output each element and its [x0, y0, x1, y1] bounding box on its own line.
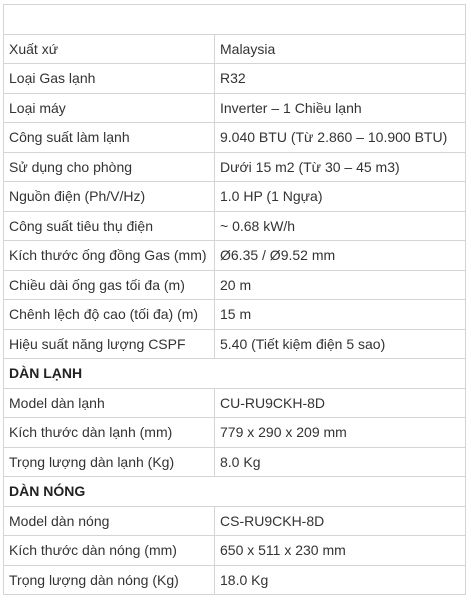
table-row [4, 447, 466, 477]
row-label: Hiệu suất năng lượng CSPF [4, 329, 215, 359]
row-label: Công suất tiêu thụ điện [4, 211, 215, 241]
section-heading: DÀN NÓNG [4, 477, 466, 507]
row-label: Model dàn nóng [4, 506, 215, 536]
row-label: Chênh lệch độ cao (tối đa) (m) [4, 300, 215, 330]
row-value: 5.40 (Tiết kiệm điện 5 sao) [215, 329, 466, 359]
row-value: R32 [215, 64, 466, 94]
row-value: 779 x 290 x 209 mm [215, 418, 466, 448]
row-value: Inverter – 1 Chiều lạnh [215, 93, 466, 123]
table-row [4, 270, 466, 300]
section-heading: DÀN LẠNH [4, 359, 466, 389]
row-label: Xuất xứ [4, 34, 215, 64]
row-label: Model dàn lạnh [4, 388, 215, 418]
table-row [4, 300, 466, 330]
row-label: Trọng lượng dàn lạnh (Kg) [4, 447, 215, 477]
row-value: CU-RU9CKH-8D [215, 388, 466, 418]
table-row [4, 565, 466, 595]
table-row [4, 329, 466, 359]
row-value: 18.0 Kg [215, 565, 466, 595]
row-label: Nguồn điện (Ph/V/Hz) [4, 182, 215, 212]
row-value: 20 m [215, 270, 466, 300]
row-label: Kích thước ống đồng Gas (mm) [4, 241, 215, 271]
row-label: Công suất làm lạnh [4, 123, 215, 153]
row-label: Sử dụng cho phòng [4, 152, 215, 182]
table-row [4, 93, 466, 123]
blank-cell [4, 5, 466, 35]
table-row [4, 152, 466, 182]
row-value: Dưới 15 m2 (Từ 30 – 45 m3) [215, 152, 466, 182]
row-value: 15 m [215, 300, 466, 330]
table-row [4, 211, 466, 241]
table-row [4, 506, 466, 536]
spec-table-container [3, 4, 465, 595]
row-value: ~ 0.68 kW/h [215, 211, 466, 241]
row-value: CS-RU9CKH-8D [215, 506, 466, 536]
row-label: Kích thước dàn nóng (mm) [4, 536, 215, 566]
table-header-blank-row [4, 5, 466, 35]
table-row [4, 64, 466, 94]
row-label: Loại Gas lạnh [4, 64, 215, 94]
row-label: Loại máy [4, 93, 215, 123]
row-value: Ø6.35 / Ø9.52 mm [215, 241, 466, 271]
table-row [4, 536, 466, 566]
table-row [4, 241, 466, 271]
row-label: Chiều dài ống gas tối đa (m) [4, 270, 215, 300]
table-row [4, 34, 466, 64]
row-value: 8.0 Kg [215, 447, 466, 477]
table-row [4, 123, 466, 153]
table-row [4, 418, 466, 448]
row-value: 9.040 BTU (Từ 2.860 – 10.900 BTU) [215, 123, 466, 153]
row-value: 1.0 HP (1 Ngựa) [215, 182, 466, 212]
section-heading-indoor [4, 359, 466, 389]
table-row [4, 388, 466, 418]
row-value: Malaysia [215, 34, 466, 64]
spec-table [3, 4, 466, 595]
row-label: Kích thước dàn lạnh (mm) [4, 418, 215, 448]
section-heading-outdoor [4, 477, 466, 507]
table-row [4, 182, 466, 212]
row-label: Trọng lượng dàn nóng (Kg) [4, 565, 215, 595]
row-value: 650 x 511 x 230 mm [215, 536, 466, 566]
